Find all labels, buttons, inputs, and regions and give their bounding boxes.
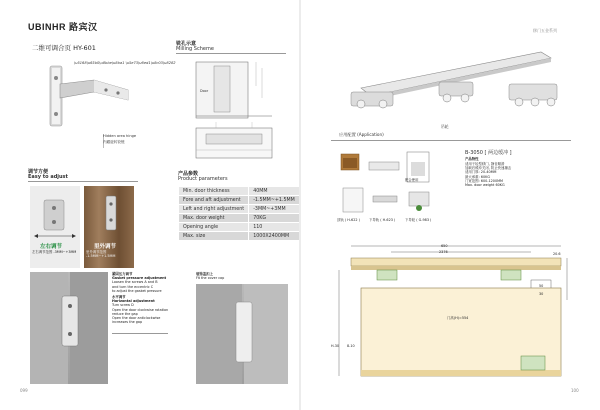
params-row [179, 214, 300, 223]
spec-line: 适用于轻型移门, 静音顺滑 [465, 162, 505, 166]
catalog-right-page [301, 0, 600, 410]
install-title: 应用配置 (Application) [339, 132, 384, 137]
milling-scheme-drawing [176, 56, 288, 166]
hinge-tagline: \u5168\u65b0\u8bbe\u8ba1 \u5e73\u6ed1\u8c03\u8282 [74, 61, 176, 65]
horizontal-line: Open the door clockwise rotation [112, 307, 169, 312]
spec-line: Max. door weight 60KG [465, 183, 505, 188]
dim-rail: 2376 [439, 250, 448, 254]
parts-images [339, 148, 449, 220]
brand-logo: UBINHR 路宾汉 [28, 22, 98, 32]
in-out-adjust-label: 里外调节 [94, 244, 117, 250]
left-right-adjust-photo [30, 186, 80, 268]
part-note: 配合使用 [405, 178, 419, 182]
params-title-cn: 产品参数 [178, 171, 199, 177]
spec-line: 加载后缓冲关闭, 防止快速撞击 [465, 166, 512, 171]
catalog-left-page [0, 0, 299, 410]
horizontal-line: Turn screw D [112, 303, 134, 308]
install-title-en: Application [358, 132, 383, 137]
params-row [179, 187, 300, 196]
param-label: Fore and aft adjustment [179, 196, 249, 205]
params-title-en: Product parameters [178, 176, 228, 182]
param-label: Max. door weight [179, 214, 249, 223]
param-value: -3MM~+3MM [249, 205, 299, 214]
part-label: 下导轨 ( H-623 ) [369, 218, 396, 222]
gasket-title-en: Gasket pressure adjustment [112, 276, 167, 281]
part-label: 下导轮 ( G-983 ) [405, 218, 432, 222]
installation-drawing [331, 240, 571, 382]
install-photo-left [30, 272, 108, 384]
part-label: 顶轨 ( H-622 ) [337, 218, 360, 222]
hinge-caption-en: Hidden area hinge [103, 134, 137, 138]
hanging-wheel-label: 吊轮 [441, 124, 449, 129]
milling-rule [176, 53, 286, 54]
adjust-notes [112, 272, 170, 332]
horizontal-title-en: Horizontal adjustment [112, 299, 155, 304]
spec-title: 产品特性 [465, 157, 479, 161]
left-right-adjust-label: 左右调节 [40, 244, 63, 250]
page-title: 二维可调合页 HY-601 [32, 44, 96, 52]
hinge-product-image [36, 60, 136, 134]
param-value: -1.5MM~+1.5MM [249, 196, 299, 205]
params-table [178, 186, 299, 241]
cover-title-cn: 装饰盖扣上 [196, 272, 213, 276]
dim-right: 20.6 [553, 252, 561, 256]
spec-line: 适用门厚: 20-40MM [465, 170, 497, 175]
cover-notes [196, 272, 256, 280]
dim-floor: 8-10 [347, 344, 355, 348]
params-row [179, 196, 300, 205]
spec-line: 最大承重: 60KG [465, 174, 490, 179]
horizontal-line: Open the door anticlockwise [112, 316, 161, 321]
params-row [179, 232, 300, 241]
gasket-line: to adjust the gasket pressure [112, 288, 162, 293]
gasket-title-cn: 紧固压力调节 [112, 272, 133, 276]
dim-door-height: 门高(H)=554 [447, 316, 469, 320]
easy-rule [28, 181, 138, 182]
horizontal-line: increases the gap [112, 320, 143, 325]
gasket-line: and turn the eccentric C [112, 284, 154, 289]
left-right-adjust-sub: 左右调节范围 -3MM~+3MM [32, 250, 77, 254]
gasket-line: Loosen the screws A and B [112, 280, 158, 285]
param-label: Min. door thickness [179, 187, 249, 196]
param-label: Max. size [179, 232, 249, 241]
hinge-caption-cn: 内藏旋转铰链 [103, 140, 125, 144]
horizontal-line: reduce the gap [112, 311, 138, 316]
model-name: B-3050 [ 两边缓冲 ] [465, 150, 512, 156]
series-header: 移门五金系列 [533, 28, 557, 33]
spec-list [465, 162, 575, 187]
dim-side: H-30 [331, 344, 340, 348]
horizontal-title-cn: 水平调节 [112, 295, 126, 300]
params-row [179, 223, 300, 232]
notes-rule [112, 333, 168, 334]
page-number-left: 099 [20, 388, 28, 393]
param-value: 1000X2400MM [249, 232, 299, 241]
param-value: 40MM [249, 187, 299, 196]
milling-title-en: Milling Scheme [176, 46, 214, 52]
param-value: 70KG [249, 214, 299, 223]
easy-title-en: Easy to adjust [28, 174, 68, 180]
spec-line: 门宽范围: 600-1200MM [465, 178, 503, 183]
page-number-right: 100 [571, 388, 579, 393]
dim-top: 650 [441, 244, 448, 248]
in-out-adjust-sub: 里外调节范围 -1.5MM~+1.5MM [86, 250, 116, 259]
param-value: 110 [249, 223, 299, 232]
params-row [179, 205, 300, 214]
dim-v2: 30 [539, 292, 544, 296]
install-photo-right [196, 284, 288, 384]
param-label: Left and right adjustment [179, 205, 249, 214]
dim-v1: 50 [539, 284, 544, 288]
param-label: Opening angle [179, 223, 249, 232]
hanging-wheel-image [341, 44, 571, 124]
easy-title-cn: 调节方便 [28, 169, 49, 175]
install-title-cn: 应用配置 [339, 132, 356, 137]
install-rule [331, 140, 571, 141]
cover-title-en: Fit the cover cap [196, 276, 225, 281]
milling-door-label: Door [200, 89, 209, 93]
milling-title-cn: 铣孔示意 [176, 41, 197, 47]
